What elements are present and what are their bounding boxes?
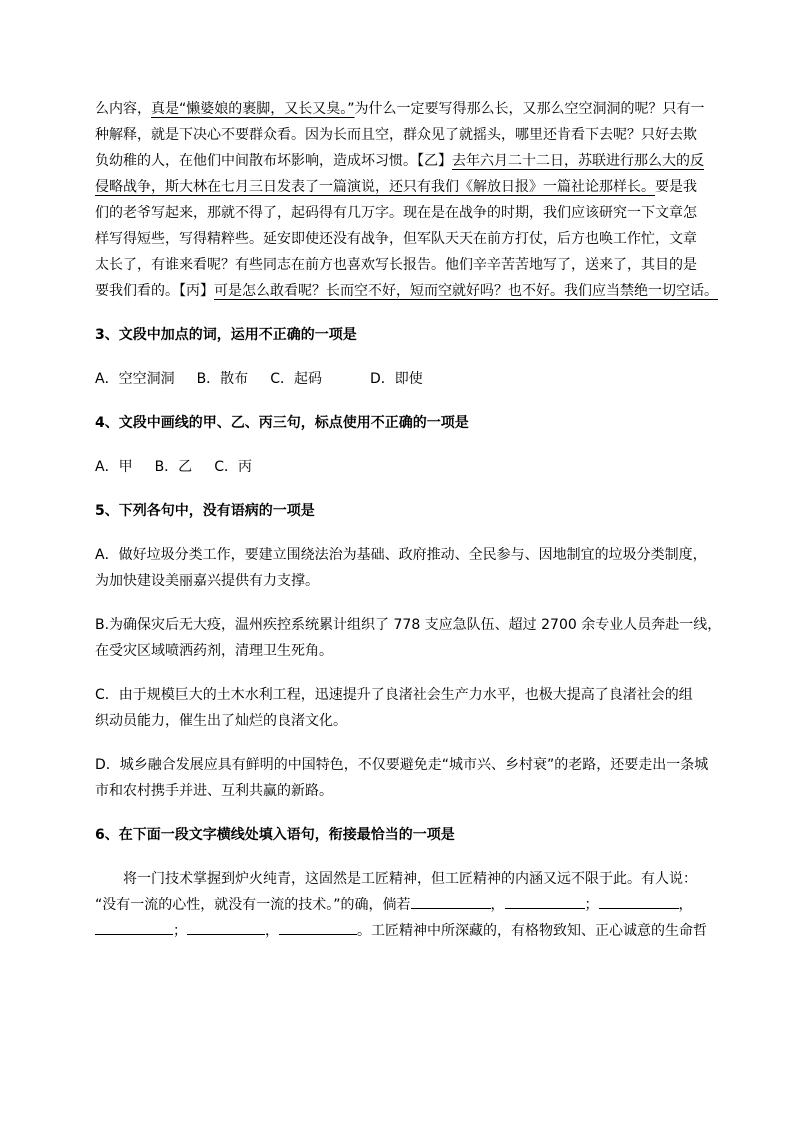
option-b[interactable]	[95, 612, 722, 664]
comma: ，	[678, 897, 693, 913]
fill-blank-3[interactable]	[599, 892, 679, 909]
paragraph-line	[95, 918, 705, 944]
paragraph-line: 将一门技术掌握到炉火纯青，这固然是工匠精神，但工匠精神的内涵又远不限于此。有人说：	[123, 871, 697, 887]
reading-passage	[95, 96, 718, 304]
passage-line	[95, 174, 705, 200]
question-3-options	[95, 366, 705, 392]
passage-line: 太长了，有谁来看呢？有些同志在前方也喜欢写长报告。他们辛辛苦苦地写了，送来了，其目的是	[95, 257, 697, 273]
option-text: 织动员能力，催生出了灿烂的良渚文化。	[95, 713, 347, 729]
passage-underlined-bing: 可是怎么敢看呢？长而空不好，短而空就好吗？也不好。我们应当禁绝一切空话。	[214, 283, 718, 299]
option-text: A．做好垃圾分类工作，要建立围绕法治为基础、政府推动、全民参与、因地制宜的垃圾分类制度，	[95, 547, 707, 563]
option-text: C．由于规模巨大的土木水利工程，迅速提升了良渚社会生产力水平，也极大提高了良渚社会的组	[95, 687, 693, 703]
fill-blank-2[interactable]	[505, 892, 585, 909]
passage-text: 么内容，	[95, 101, 151, 117]
question-4-stem: 4、文段中画线的甲、乙、丙三句，标点使用不正确的一项是	[95, 415, 469, 431]
fill-blank-1[interactable]	[411, 892, 491, 909]
option-a[interactable]: A．空空洞洞	[95, 371, 175, 387]
option-text: B.为确保灾后无大疫，温州疾控系统累计组织了 778 支应急队伍、超过 2700 余专业人员奔赴一线，	[95, 617, 722, 633]
option-text: D．城乡融合发展应具有鲜明的中国特色，不仅要避免走“城市兴、乡村衰”的老路，还要走出一条城	[95, 757, 709, 773]
comma: ，	[490, 897, 505, 913]
passage-underlined-yi: 去年六月二十二日，苏联进行那么大的反	[452, 153, 704, 169]
passage-line	[95, 278, 718, 304]
fill-blank-6[interactable]	[279, 918, 357, 935]
question-6-paragraph	[95, 866, 705, 944]
paragraph-line	[95, 892, 705, 918]
option-b[interactable]: B．散布	[196, 371, 249, 387]
passage-underlined-yi: 侵略战争，斯大林在七月三日发表了一篇演说，还只有我们《解放日报》一篇社论那样长。	[95, 179, 655, 195]
paragraph-text: “没有一流的心性，就没有一流的技术。”的确，倘若	[95, 897, 411, 913]
passage-line: 们的老爷写起来，那就不得了，起码得有几万字。现在是在战争的时期，我们应该研究一下文章怎	[95, 205, 697, 221]
option-a[interactable]: A．甲	[95, 459, 133, 475]
semicolon: ；	[173, 923, 187, 939]
option-text: 在受灾区域喷洒药剂，清理卫生死角。	[95, 643, 333, 659]
semicolon: ；	[584, 897, 599, 913]
option-d[interactable]	[95, 752, 709, 804]
document-page	[95, 96, 722, 944]
passage-text: 要是我	[655, 179, 697, 195]
option-text: 市和农村携手并进、互利共赢的新路。	[95, 783, 333, 799]
comma: ，	[265, 923, 279, 939]
option-text: 为加快建设美丽嘉兴提供有力支撑。	[95, 573, 319, 589]
option-c[interactable]: C．丙	[214, 459, 252, 475]
question-3-stem: 3、文段中加点的词，运用不正确的一项是	[95, 327, 357, 343]
passage-line	[95, 96, 705, 122]
passage-underlined-jia: 真是“懒婆娘的裹脚，又长又臭。”	[151, 101, 355, 117]
option-c[interactable]: C．起码	[270, 371, 322, 387]
passage-line: 种解释，就是下决心不要群众看。因为长而且空，群众见了就摇头，哪里还肯看下去呢？只好去欺	[95, 127, 697, 143]
fill-blank-5[interactable]	[187, 918, 265, 935]
question-5-stem: 5、下列各句中，没有语病的一项是	[95, 503, 315, 519]
fill-blank-4[interactable]	[95, 918, 173, 935]
option-d[interactable]: D．即使	[369, 371, 423, 387]
paragraph-text: 。工匠精神中所深藏的，有格物致知、正心诚意的生命哲	[357, 923, 707, 939]
passage-text: 要我们看的。【丙】	[95, 283, 214, 299]
question-6-stem: 6、在下面一段文字横线处填入语句，衔接最恰当的一项是	[95, 827, 455, 843]
option-b[interactable]: B．乙	[154, 459, 193, 475]
option-c[interactable]	[95, 682, 705, 734]
option-a[interactable]	[95, 542, 705, 594]
passage-text: 为什么一定要写得那么长，又那么空空洞洞的呢？只有一	[354, 101, 705, 117]
passage-line	[95, 148, 705, 174]
passage-line: 样写得短些，写得精粹些。延安即使还没有战争，但军队天天在前方打仗，后方也唤工作忙，文章	[95, 231, 697, 247]
question-4-options	[95, 454, 705, 480]
passage-text: 负幼稚的人，在他们中间散布坏影响，造成坏习惯。【乙】	[95, 153, 452, 169]
